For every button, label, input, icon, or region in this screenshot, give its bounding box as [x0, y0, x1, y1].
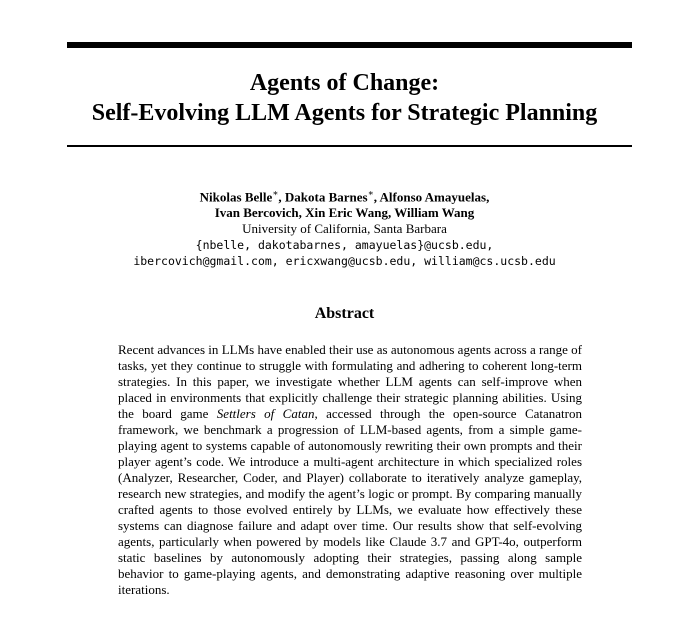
paper-title [0, 68, 689, 128]
abstract-text [118, 342, 582, 598]
game-title: Settlers of Catan [216, 406, 315, 421]
abstract-text-part: Recent advances in LLMs have enabled their use as autonomous agents across a range of tasks, yet they continue to struggle with formulating and adhering to coherent long-term strategies. In this paper, we investigate whether LLM agents can self-improve when placed in environments that explicitly challenge their strategic planning abilities. Using the board game [118, 342, 582, 421]
author-name: Ivan Bercovich [214, 205, 299, 221]
author-line-1: Nikolas Belle∗, Dakota Barnes∗, Alfonso Amayuelas, [199, 188, 490, 205]
top-rule [67, 42, 632, 48]
author-name: William Wang [394, 205, 475, 221]
title-line-1: Agents of Change: [249, 70, 440, 96]
email-line-2: ibercovich@gmail.com, ericxwang@ucsb.edu, william@cs.ucsb.edu [133, 254, 556, 269]
affiliation: University of California, Santa Barbara [242, 221, 447, 237]
author-line-2: Ivan Bercovich, Xin Eric Wang, William Wang [214, 205, 475, 221]
author-name: Xin Eric Wang [305, 205, 388, 221]
title-rule [67, 145, 632, 147]
author-name: Nikolas Belle [199, 189, 273, 205]
abstract-heading: Abstract [314, 305, 375, 322]
author-name: Dakota Barnes [284, 189, 368, 205]
author-name: Alfonso Amayuelas [379, 189, 487, 205]
equal-contribution-mark: ∗ [272, 188, 279, 198]
separator: , [486, 189, 490, 205]
email-line-1: {nbelle, dakotabarnes, amayuelas}@ucsb.edu, [195, 238, 494, 253]
abstract-text-part: , accessed through the open-source Catanatron framework, we benchmark a progression of LLM-based agents, from a simple game-playing agent to systems capable of autonomously rewriting their own prompts and their player agent’s code. We introduce a multi-agent architecture in which specialized roles (Analyzer, Researcher, Coder, and Player) collaborate to iteratively analyze gameplay, research new strategies, and modify the agent’s logic or prompt. By comparing manually crafted agents to those evolved entirely by LLMs, we evaluate how effectively these systems can diagnose failure and adapt over time. Our results show that self-evolving agents, particularly when powered by models like Claude 3.7 and GPT-4o, outperform static baselines by autonomously adopting their strategies, passing along sample behavior to game-playing agents, and demonstrating adaptive reasoning over multiple iterations. [118, 406, 583, 597]
equal-contribution-mark: ∗ [367, 188, 374, 198]
title-line-2: Self-Evolving LLM Agents for Strategic Planning [91, 100, 598, 126]
author-block [0, 185, 689, 269]
